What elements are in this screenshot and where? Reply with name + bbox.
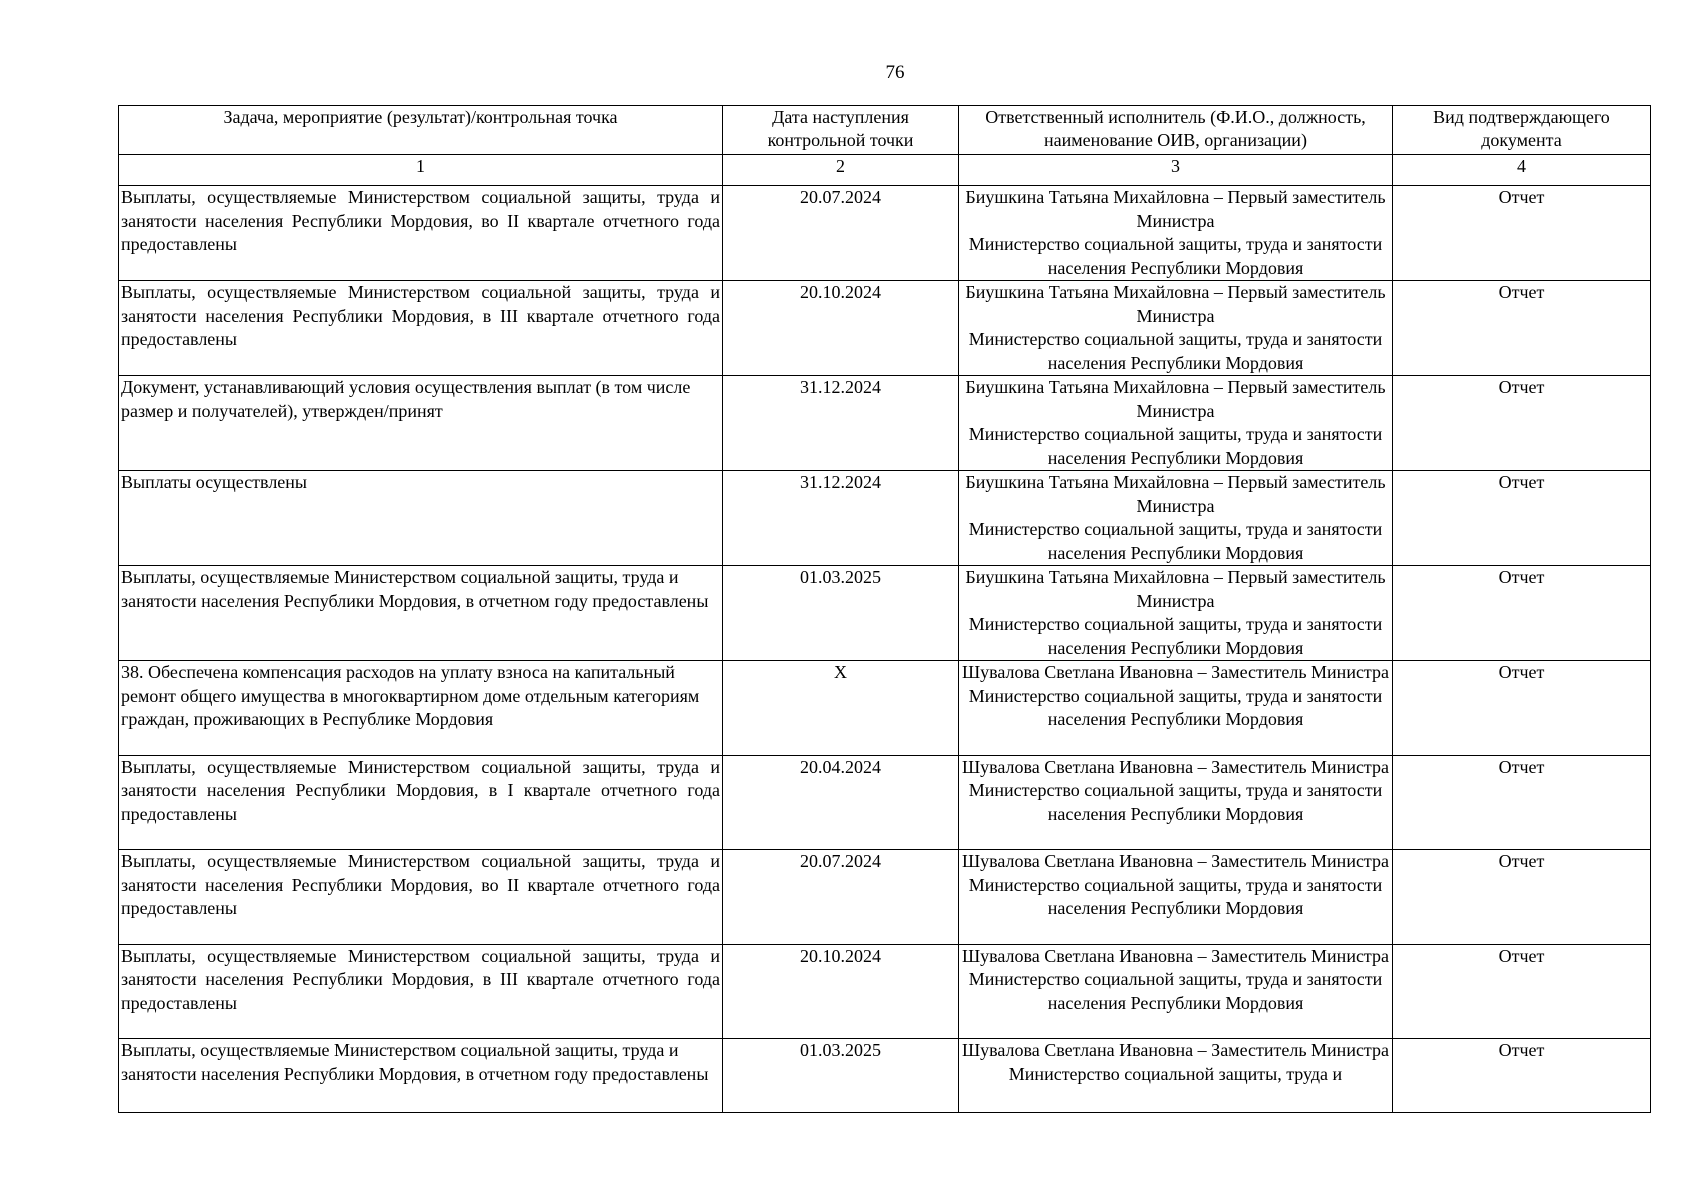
responsible-cell [959,471,1393,566]
header-date: Дата наступления контрольной точки [723,106,959,155]
responsible-org: Министерство социальной защиты, труда и [1008,1063,1343,1084]
document-cell: Отчет [1393,661,1651,756]
task-cell: 38. Обеспечена компенсация расходов на уплату взноса на капитальный ремонт общего имущества в многоквартирном доме отдельным категориям граждан, проживающих в Республике Мордовия [119,661,723,756]
responsible-cell [959,661,1393,756]
responsible-org: Министерство социальной защиты, труда и занятости населения Республики Мордовия [968,234,1383,278]
date-cell: 20.10.2024 [723,281,959,376]
date-cell: 20.07.2024 [723,850,959,945]
responsible-person: Шувалова Светлана Ивановна – Заместитель Министра [961,1040,1390,1060]
task-cell: Документ, устанавливающий условия осуществления выплат (в том числе размер и получателей), утвержден/принят [119,376,723,471]
responsible-org: Министерство социальной защиты, труда и занятости населения Республики Мордовия [968,519,1383,563]
task-cell: Выплаты, осуществляемые Министерством социальной защиты, труда и занятости населения Республики Мордовия, в отчетном году предоставлены [119,566,723,661]
table-header-row [119,106,1651,155]
responsible-cell [959,755,1393,850]
header-responsible: Ответственный исполнитель (Ф.И.О., должность, наименование ОИВ, организации) [959,106,1393,155]
date-cell: 31.12.2024 [723,471,959,566]
table-row [119,944,1651,1039]
task-cell: Выплаты, осуществляемые Министерством социальной защиты, труда и занятости населения Республики Мордовия, во II квартале отчетного года предоставлены [119,186,723,281]
table-row [119,376,1651,471]
header-document: Вид подтверждающего документа [1393,106,1651,155]
responsible-cell [959,944,1393,1039]
control-points-table [118,105,1651,1113]
responsible-person: Шувалова Светлана Ивановна – Заместитель Министра [961,662,1390,682]
task-cell: Выплаты осуществлены [119,471,723,566]
date-cell: 31.12.2024 [723,376,959,471]
column-number: 3 [959,155,1393,186]
header-task: Задача, мероприятие (результат)/контрольная точка [119,106,723,155]
table-row [119,755,1651,850]
responsible-cell [959,186,1393,281]
responsible-org: Министерство социальной защиты, труда и занятости населения Республики Мордовия [968,780,1383,824]
responsible-cell [959,850,1393,945]
table-row [119,850,1651,945]
document-cell: Отчет [1393,566,1651,661]
responsible-person: Шувалова Светлана Ивановна – Заместитель Министра [961,756,1390,777]
table-row [119,566,1651,661]
column-number: 2 [723,155,959,186]
table-row [119,281,1651,376]
document-cell: Отчет [1393,1039,1651,1113]
responsible-person: Биушкина Татьяна Михайловна – Первый заместитель Министра [965,472,1386,516]
document-cell: Отчет [1393,850,1651,945]
responsible-org: Министерство социальной защиты, труда и занятости населения Республики Мордовия [968,685,1383,729]
document-cell: Отчет [1393,281,1651,376]
responsible-person: Шувалова Светлана Ивановна – Заместитель Министра [961,851,1390,871]
date-cell: 01.03.2025 [723,1039,959,1113]
responsible-cell [959,566,1393,661]
document-cell: Отчет [1393,471,1651,566]
responsible-org: Министерство социальной защиты, труда и занятости населения Республики Мордовия [968,614,1383,658]
responsible-person: Биушкина Татьяна Михайловна – Первый заместитель Министра [965,282,1386,326]
responsible-person: Биушкина Татьяна Михайловна – Первый заместитель Министра [965,377,1386,421]
table-row [119,471,1651,566]
responsible-cell [959,1039,1393,1113]
responsible-org: Министерство социальной защиты, труда и занятости населения Республики Мордовия [968,969,1383,1013]
responsible-person: Биушкина Татьяна Михайловна – Первый заместитель Министра [965,567,1386,611]
document-cell: Отчет [1393,944,1651,1039]
task-cell: Выплаты, осуществляемые Министерством социальной защиты, труда и занятости населения Республики Мордовия, во II квартале отчетного года предоставлены [119,850,723,945]
table-row [119,186,1651,281]
date-cell: 20.07.2024 [723,186,959,281]
date-cell: Х [723,661,959,756]
task-cell: Выплаты, осуществляемые Министерством социальной защиты, труда и занятости населения Республики Мордовия, в III квартале отчетного года предоставлены [119,944,723,1039]
responsible-cell [959,281,1393,376]
task-cell: Выплаты, осуществляемые Министерством социальной защиты, труда и занятости населения Республики Мордовия, в I квартале отчетного года предоставлены [119,755,723,850]
column-number-row [119,155,1651,186]
column-number: 1 [119,155,723,186]
responsible-org: Министерство социальной защиты, труда и занятости населения Республики Мордовия [968,329,1383,373]
document-cell: Отчет [1393,186,1651,281]
responsible-person: Шувалова Светлана Ивановна – Заместитель Министра [961,945,1390,966]
responsible-org: Министерство социальной защиты, труда и занятости населения Республики Мордовия [968,874,1383,918]
task-cell: Выплаты, осуществляемые Министерством социальной защиты, труда и занятости населения Республики Мордовия, в отчетном году предоставлены [119,1039,723,1113]
page-number: 76 [885,62,905,83]
date-cell: 01.03.2025 [723,566,959,661]
responsible-org: Министерство социальной защиты, труда и занятости населения Республики Мордовия [968,424,1383,468]
date-cell: 20.10.2024 [723,944,959,1039]
responsible-cell [959,376,1393,471]
date-cell: 20.04.2024 [723,755,959,850]
table-row [119,1039,1651,1113]
table-row [119,661,1651,756]
document-cell: Отчет [1393,376,1651,471]
column-number: 4 [1393,155,1651,186]
responsible-person: Биушкина Татьяна Михайловна – Первый заместитель Министра [965,187,1386,231]
task-cell: Выплаты, осуществляемые Министерством социальной защиты, труда и занятости населения Республики Мордовия, в III квартале отчетного года предоставлены [119,281,723,376]
document-cell: Отчет [1393,755,1651,850]
